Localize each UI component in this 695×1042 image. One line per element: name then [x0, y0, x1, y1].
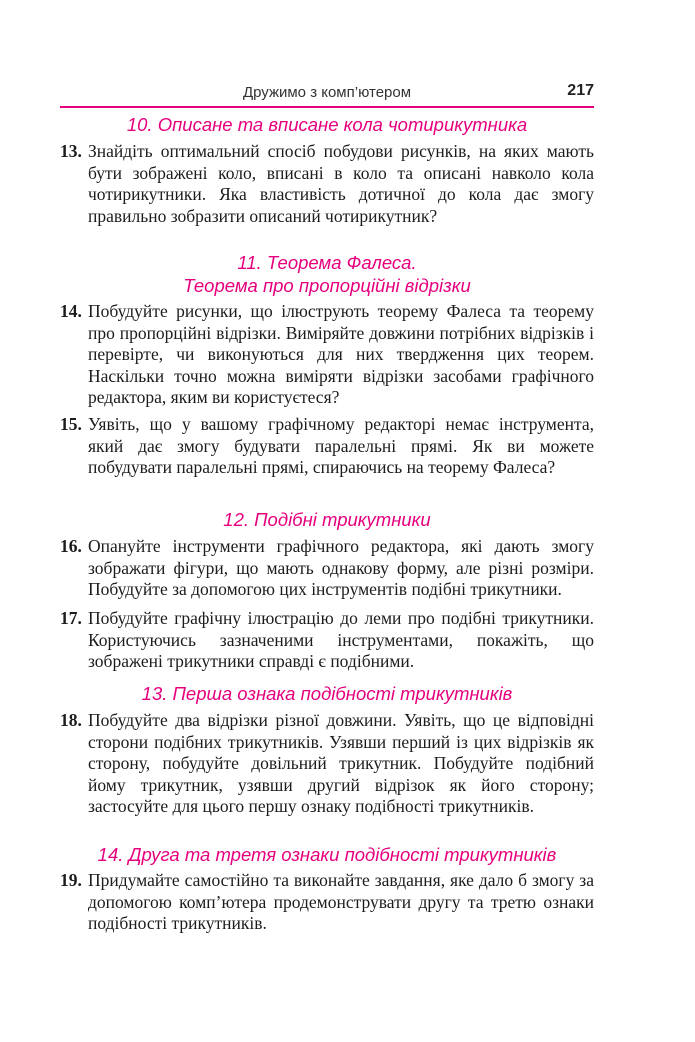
- exercise-18: [60, 710, 594, 818]
- section-title-12: 12. Подібні трикутники: [223, 509, 431, 530]
- exercise-text: Побудуйте рисунки, що ілюструють теорему Фалеса та теорему про пропорційні відрізки. Виміряйте довжини потрібних відрізків і перевірте, чи виконуються для них твердження цих теорем. Наскільки точно можна виміряти відрізки засобами графічного редактора, яким ви користуєтеся?: [88, 301, 594, 407]
- exercise-text: Опануйте інструменти графічного редактора, які дають змогу зображати фігури, що мають однакову форму, але різні розміри. Побудуйте за допомогою цих інструментів подібні трикутники.: [88, 536, 594, 599]
- section-title-11-line2: Теорема про пропорційні відрізки: [183, 275, 471, 296]
- exercise-number: 18.: [60, 710, 82, 730]
- exercise-text: Побудуйте два відрізки різної довжини. Уявіть, що це відповідні сторони подібних трикутників. Узявши перший із цих відрізків як сторону, побудуйте довільний трикутник. Побудуйте подібний йому трикутник, узявши другий відрізок як його сторону; застосуйте для цього першу ознаку подібності трикутників.: [88, 710, 594, 816]
- section-title-14: 14. Друга та третя ознаки подібності трикутників: [97, 844, 557, 865]
- section-title-13: 13. Перша ознака подібності трикутників: [141, 683, 513, 704]
- page-number: 217: [567, 82, 594, 99]
- section-title-11-line1: 11. Теорема Фалеса.: [237, 252, 417, 273]
- exercise-number: 15.: [60, 414, 82, 434]
- exercise-16: [60, 536, 594, 601]
- exercise-number: 13.: [60, 141, 82, 161]
- running-head: Дружимо з комп’ютером: [242, 84, 412, 101]
- exercise-number: 17.: [60, 608, 82, 628]
- exercise-text: Знайдіть оптимальний спосіб побудови рисунків, на яких мають бути зображені коло, вписані в коло та описані навколо кола чотирикутники. Яка властивість дотичної до кола дає змогу правильно зобразити описаний чотирикутник?: [88, 141, 594, 226]
- section-title-10: 10. Описане та вписане кола чотирикутника: [126, 114, 528, 135]
- exercise-number: 19.: [60, 870, 82, 890]
- exercise-text: Придумайте самостійно та виконайте завдання, яке дало б змогу за допомогою комп’ютера продемонструвати другу та третю ознаки подібності трикутників.: [88, 870, 594, 933]
- exercise-15: [60, 414, 594, 479]
- exercise-text: Уявіть, що у вашому графічному редакторі немає інструмента, який дає змогу будувати паралельні прямі. Як ви можете побудувати паралельні прямі, спираючись на теорему Фалеса?: [88, 414, 594, 477]
- exercise-19: [60, 870, 594, 935]
- exercise-number: 14.: [60, 301, 82, 321]
- exercise-17: [60, 608, 594, 673]
- exercise-number: 16.: [60, 536, 82, 556]
- page-header: [60, 78, 594, 108]
- exercise-text: Побудуйте графічну ілюстрацію до леми про подібні трикутники. Користуючись зазначеними інструментами, покажіть, що зображені трикутники справді є подібними.: [88, 608, 594, 671]
- exercise-13: [60, 141, 594, 227]
- exercise-14: [60, 301, 594, 409]
